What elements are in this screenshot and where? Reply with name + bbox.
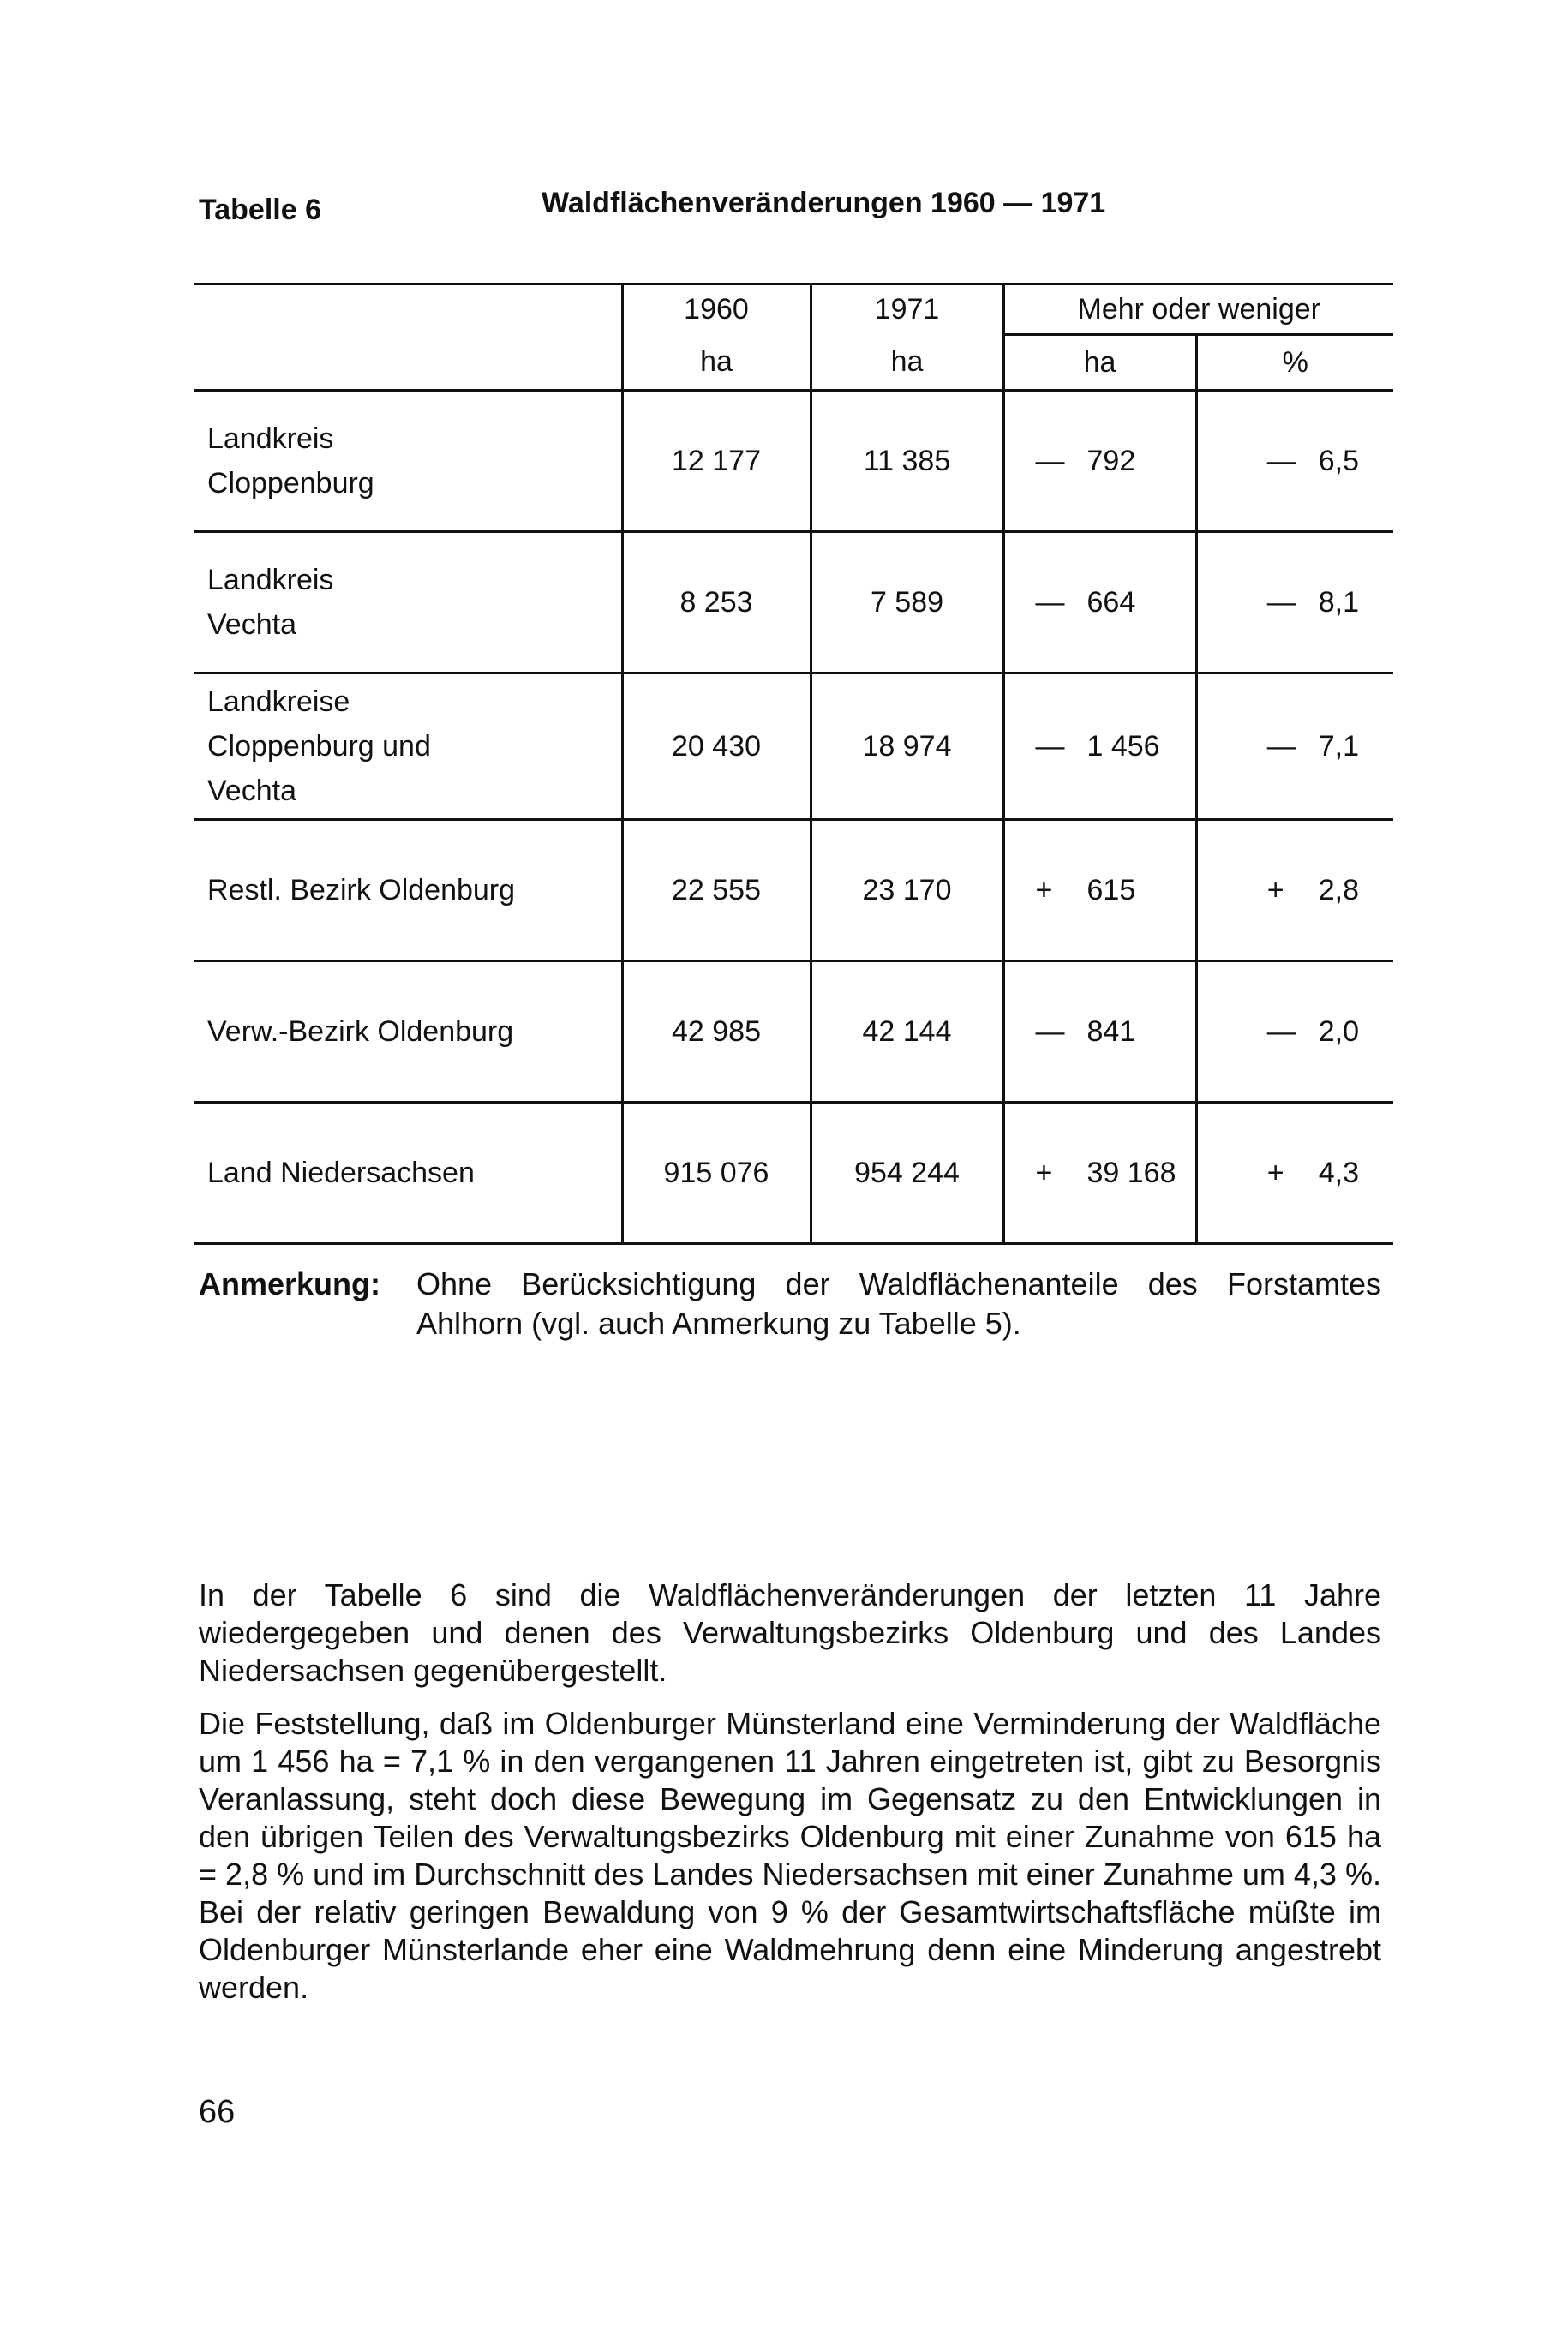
table-body	[194, 391, 1393, 1244]
change-ha-sign: —	[1035, 1014, 1065, 1048]
forest-area-table	[194, 283, 1393, 1245]
note-text: Ohne Berücksichtigung der Waldflächenanteile des Forstamtes Ahlhorn (vgl. auch Anmerkung zu Tabelle 5).	[416, 1266, 1381, 1341]
change-ha	[1003, 532, 1196, 673]
value-1971: 23 170	[811, 820, 1003, 961]
page-number: 66	[199, 2094, 236, 2130]
change-percent-sign: —	[1266, 444, 1296, 477]
change-percent-sign: —	[1266, 585, 1296, 619]
header-corner	[194, 284, 622, 335]
change-ha-sign: —	[1035, 729, 1065, 763]
value-1971: 7 589	[811, 532, 1003, 673]
value-1960: 915 076	[622, 1103, 811, 1244]
change-ha-sign: —	[1035, 585, 1065, 619]
unit-1971: ha	[811, 335, 1003, 391]
change-percent	[1196, 673, 1393, 820]
header-1960: 1960	[622, 284, 811, 335]
header-1971: 1971	[811, 284, 1003, 335]
body-text	[199, 1576, 1381, 2022]
change-ha-value: 664	[1086, 585, 1136, 619]
table-title: Waldflächenveränderungen 1960 — 1971	[542, 187, 1106, 219]
change-ha-sign: +	[1035, 873, 1053, 906]
row-label-text: Landkreis Vechta	[207, 564, 334, 641]
change-percent	[1196, 820, 1393, 961]
change-ha-value: 615	[1086, 873, 1136, 906]
change-percent	[1196, 961, 1393, 1103]
value-1971: 42 144	[811, 961, 1003, 1103]
change-ha-sign: +	[1035, 1156, 1053, 1189]
row-label	[194, 391, 622, 532]
row-label	[194, 961, 622, 1103]
row-label-text: Landkreise Cloppenburg und Vechta	[207, 685, 431, 807]
row-label-text: Landkreis Cloppenburg	[207, 422, 374, 499]
change-ha	[1003, 820, 1196, 961]
change-ha-sign: —	[1035, 444, 1065, 477]
change-percent	[1196, 1103, 1393, 1244]
change-ha-value: 841	[1086, 1014, 1136, 1048]
table-label: Tabelle 6	[199, 194, 321, 226]
value-1960: 22 555	[622, 820, 811, 961]
change-ha	[1003, 1103, 1196, 1244]
change-ha-value: 792	[1086, 444, 1136, 477]
change-ha	[1003, 391, 1196, 532]
value-1960: 12 177	[622, 391, 811, 532]
change-percent-sign: —	[1266, 1014, 1296, 1048]
row-label	[194, 532, 622, 673]
change-percent	[1196, 532, 1393, 673]
value-1960: 20 430	[622, 673, 811, 820]
header-change: Mehr oder weniger	[1003, 284, 1393, 335]
change-ha-value: 1 456	[1086, 729, 1160, 763]
row-label	[194, 673, 622, 820]
forest-area-table-wrapper	[194, 283, 1393, 1245]
paragraph: Die Feststellung, daß im Oldenburger Münsterland eine Verminderung der Waldfläche um 1 456 ha = 7,1 % in den vergangenen 11 Jahren eingetreten ist, gibt zu Besorgnis Veranlassung, steht doch diese Bewegung im Gegensatz zu den Entwicklungen in den übrigen Teilen des Verwaltungsbezirks Oldenburg mit einer Zunahme von 615 ha = 2,8 % und im Durchschnitt des Landes Niedersachsen mit einer Zunahme um 4,3 %. Bei der relativ geringen Bewaldung von 9 % der Gesamtwirtschaftsfläche müßte im Oldenburger Münsterlande eher eine Waldmehrung denn eine Minderung angestrebt werden.	[199, 1706, 1381, 2005]
value-1960: 8 253	[622, 532, 811, 673]
unit-change-ha: ha	[1003, 335, 1196, 391]
change-percent-value: 6,5	[1318, 444, 1360, 477]
note-label: Anmerkung:	[199, 1266, 381, 1301]
change-percent-sign: —	[1266, 729, 1296, 763]
unit-change-percent: %	[1196, 335, 1393, 391]
table-row	[194, 1103, 1393, 1244]
value-1960: 42 985	[622, 961, 811, 1103]
table-row	[194, 673, 1393, 820]
change-percent-value: 4,3	[1318, 1156, 1360, 1189]
change-percent-sign: +	[1266, 873, 1284, 906]
header-corner-lower	[194, 335, 622, 391]
change-percent-value: 8,1	[1318, 585, 1360, 619]
table-row	[194, 532, 1393, 673]
value-1971: 18 974	[811, 673, 1003, 820]
change-percent-sign: +	[1266, 1156, 1284, 1189]
table-caption	[199, 178, 1398, 230]
row-label-text: Land Niedersachsen	[207, 1157, 475, 1189]
paragraph: In der Tabelle 6 sind die Waldflächenveränderungen der letzten 11 Jahre wiedergegeben und denen des Verwaltungsbezirks Oldenburg und des Landes Niedersachsen gegenübergestellt.	[199, 1577, 1381, 1688]
table-row	[194, 961, 1393, 1103]
value-1971: 954 244	[811, 1103, 1003, 1244]
row-label-text: Restl. Bezirk Oldenburg	[207, 874, 516, 906]
change-percent-value: 2,8	[1318, 873, 1360, 906]
change-ha	[1003, 961, 1196, 1103]
table-row	[194, 820, 1393, 961]
change-percent	[1196, 391, 1393, 532]
value-1971: 11 385	[811, 391, 1003, 532]
change-ha-value: 39 168	[1086, 1156, 1176, 1189]
row-label	[194, 820, 622, 961]
table-row	[194, 391, 1393, 532]
unit-1960: ha	[622, 335, 811, 391]
row-label	[194, 1103, 622, 1244]
change-ha	[1003, 673, 1196, 820]
change-percent-value: 7,1	[1318, 729, 1360, 763]
row-label-text: Verw.-Bezirk Oldenburg	[207, 1015, 514, 1048]
change-percent-value: 2,0	[1318, 1014, 1360, 1048]
